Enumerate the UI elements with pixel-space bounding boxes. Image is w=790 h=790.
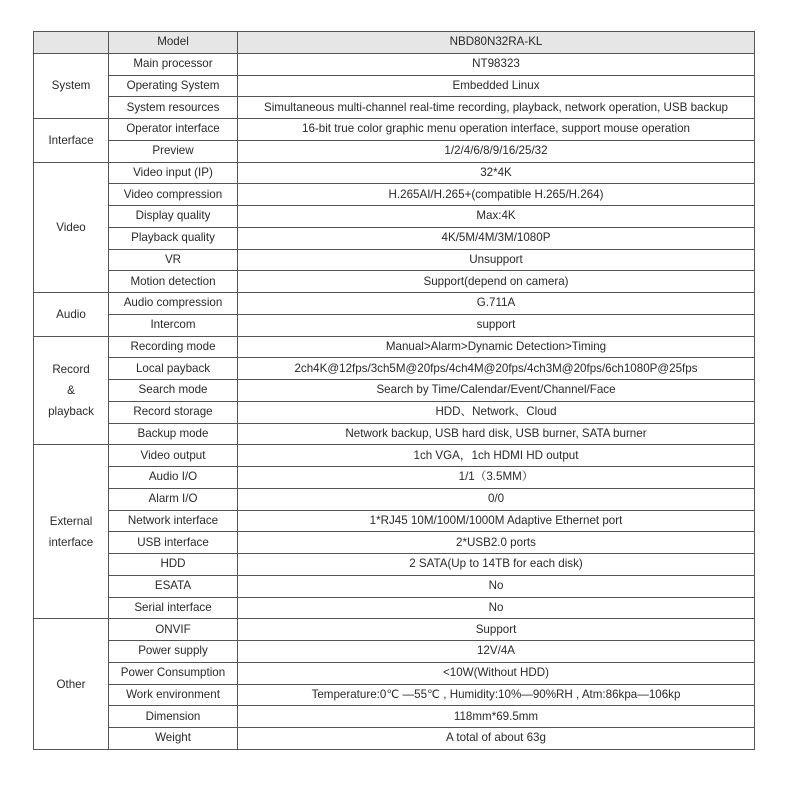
spec-value-cell: Manual>Alarm>Dynamic Detection>Timing (238, 336, 755, 358)
spec-label-cell: Audio I/O (109, 467, 238, 489)
spec-row (34, 140, 755, 162)
spec-value-cell: 1/2/4/6/8/9/16/25/32 (238, 140, 755, 162)
spec-value-cell: Support(depend on camera) (238, 271, 755, 293)
spec-value-cell: 12V/4A (238, 641, 755, 663)
spec-value-cell: Unsupport (238, 249, 755, 271)
spec-table-body (34, 32, 755, 750)
category-cell (34, 293, 109, 337)
spec-label-cell: Power Consumption (109, 662, 238, 684)
spec-row (34, 336, 755, 358)
category-label-line: External (49, 514, 93, 528)
spec-row (34, 488, 755, 510)
spec-value-cell: 2 SATA(Up to 14TB for each disk) (238, 554, 755, 576)
spec-row (34, 184, 755, 206)
spec-value-cell: 0/0 (238, 488, 755, 510)
category-label-line: Other (56, 677, 86, 691)
spec-row (34, 706, 755, 728)
spec-row (34, 314, 755, 336)
spec-label-cell: Intercom (109, 314, 238, 336)
spec-label-cell: Preview (109, 140, 238, 162)
spec-value-cell: 1*RJ45 10M/100M/1000M Adaptive Ethernet port (238, 510, 755, 532)
spec-value-cell: No (238, 597, 755, 619)
spec-row (34, 662, 755, 684)
category-cell (34, 619, 109, 750)
spec-label-cell: HDD (109, 554, 238, 576)
spec-row (34, 227, 755, 249)
spec-value-cell: 2*USB2.0 ports (238, 532, 755, 554)
spec-value-cell: A total of about 63g (238, 728, 755, 750)
spec-value-cell: Temperature:0℃ —55℃ , Humidity:10%—90%RH , Atm:86kpa—106kp (238, 684, 755, 706)
spec-label-cell: Dimension (109, 706, 238, 728)
spec-label-cell: VR (109, 249, 238, 271)
header-label-cell: Model (109, 32, 238, 54)
spec-value-cell: 1ch VGA，1ch HDMI HD output (238, 445, 755, 467)
spec-row (34, 249, 755, 271)
category-label-line: playback (48, 404, 94, 418)
spec-label-cell: Serial interface (109, 597, 238, 619)
category-label-line: & (67, 383, 75, 397)
spec-value-cell: Support (238, 619, 755, 641)
spec-row (34, 119, 755, 141)
spec-row (34, 641, 755, 663)
spec-value-cell: No (238, 575, 755, 597)
category-cell (34, 162, 109, 293)
spec-row (34, 575, 755, 597)
spec-row (34, 554, 755, 576)
spec-value-cell: <10W(Without HDD) (238, 662, 755, 684)
spec-row (34, 358, 755, 380)
spec-label-cell: USB interface (109, 532, 238, 554)
spec-row (34, 53, 755, 75)
spec-label-cell: Motion detection (109, 271, 238, 293)
header-row (34, 32, 755, 54)
spec-row (34, 97, 755, 119)
spec-value-cell: Embedded Linux (238, 75, 755, 97)
spec-value-cell: H.265AI/H.265+(compatible H.265/H.264) (238, 184, 755, 206)
spec-label-cell: Audio compression (109, 293, 238, 315)
spec-label-cell: Recording mode (109, 336, 238, 358)
spec-label-cell: Power supply (109, 641, 238, 663)
spec-table (33, 31, 755, 750)
header-category-cell (34, 32, 109, 54)
spec-value-cell: 1/1（3.5MM） (238, 467, 755, 489)
category-label-line: Interface (48, 133, 94, 147)
spec-row (34, 206, 755, 228)
spec-row (34, 445, 755, 467)
spec-label-cell: Video output (109, 445, 238, 467)
spec-row (34, 619, 755, 641)
spec-label-cell: Work environment (109, 684, 238, 706)
spec-label-cell: System resources (109, 97, 238, 119)
spec-label-cell: Network interface (109, 510, 238, 532)
spec-label-cell: Operating System (109, 75, 238, 97)
spec-row (34, 380, 755, 402)
spec-value-cell: 16-bit true color graphic menu operation interface, support mouse operation (238, 119, 755, 141)
spec-row (34, 401, 755, 423)
spec-value-cell: HDD、Network、Cloud (238, 401, 755, 423)
category-cell (34, 336, 109, 445)
spec-label-cell: ONVIF (109, 619, 238, 641)
header-model-cell: NBD80N32RA-KL (238, 32, 755, 54)
spec-label-cell: Alarm I/O (109, 488, 238, 510)
spec-row (34, 532, 755, 554)
spec-row (34, 423, 755, 445)
spec-row (34, 684, 755, 706)
spec-label-cell: Operator interface (109, 119, 238, 141)
spec-value-cell: Max:4K (238, 206, 755, 228)
spec-value-cell: Simultaneous multi-channel real-time recording, playback, network operation, USB backup (238, 97, 755, 119)
spec-row (34, 467, 755, 489)
spec-value-cell: G.711A (238, 293, 755, 315)
category-label-line: Audio (56, 307, 86, 321)
spec-label-cell: Record storage (109, 401, 238, 423)
spec-label-cell: Video input (IP) (109, 162, 238, 184)
spec-value-cell: 2ch4K@12fps/3ch5M@20fps/4ch4M@20fps/4ch3M@20fps/6ch1080P@25fps (238, 358, 755, 380)
spec-value-cell: Search by Time/Calendar/Event/Channel/Face (238, 380, 755, 402)
spec-label-cell: Search mode (109, 380, 238, 402)
category-label-line: Record (52, 362, 90, 376)
spec-value-cell: Network backup, USB hard disk, USB burner, SATA burner (238, 423, 755, 445)
spec-row (34, 728, 755, 750)
category-cell (34, 119, 109, 163)
spec-row (34, 510, 755, 532)
spec-value-cell: support (238, 314, 755, 336)
spec-label-cell: Main processor (109, 53, 238, 75)
spec-label-cell: Display quality (109, 206, 238, 228)
spec-value-cell: 118mm*69.5mm (238, 706, 755, 728)
category-label-line: interface (48, 535, 94, 549)
spec-row (34, 597, 755, 619)
spec-value-cell: NT98323 (238, 53, 755, 75)
category-cell (34, 53, 109, 118)
category-label-line: System (51, 79, 91, 93)
spec-label-cell: Local payback (109, 358, 238, 380)
spec-row (34, 75, 755, 97)
spec-label-cell: Backup mode (109, 423, 238, 445)
spec-label-cell: ESATA (109, 575, 238, 597)
spec-row (34, 162, 755, 184)
spec-value-cell: 32*4K (238, 162, 755, 184)
spec-label-cell: Video compression (109, 184, 238, 206)
category-cell (34, 445, 109, 619)
spec-label-cell: Playback quality (109, 227, 238, 249)
spec-value-cell: 4K/5M/4M/3M/1080P (238, 227, 755, 249)
spec-label-cell: Weight (109, 728, 238, 750)
spec-row (34, 271, 755, 293)
category-label-line: Video (56, 220, 86, 234)
spec-row (34, 293, 755, 315)
